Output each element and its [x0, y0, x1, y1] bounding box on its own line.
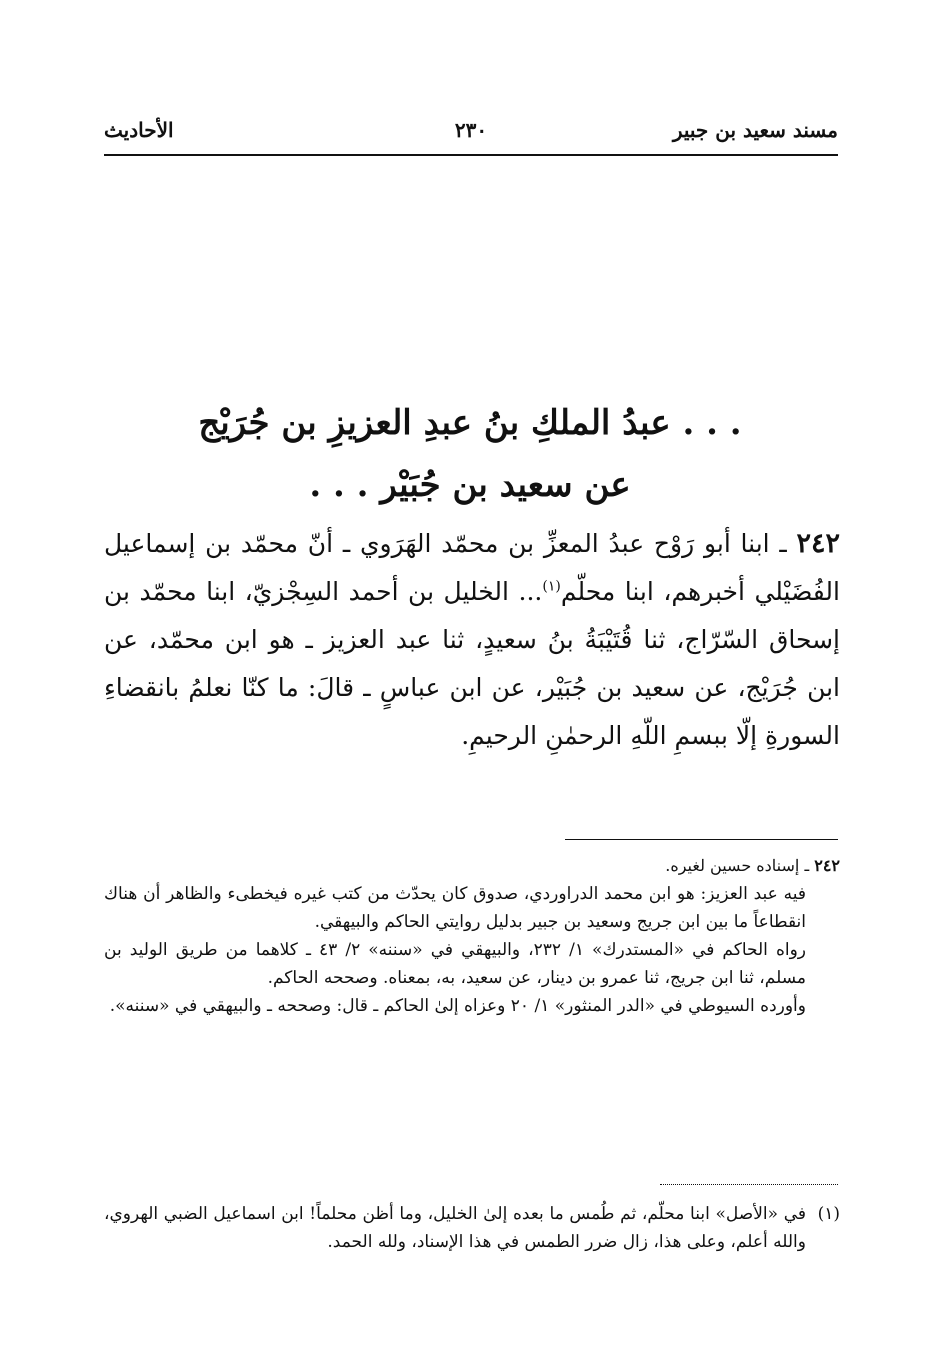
hadith-number: ٢٤٢ — [796, 528, 840, 559]
notes-hadith-number: ٢٤٢ — [814, 856, 840, 875]
notes-heading — [104, 852, 840, 880]
header-section-title: الأحاديث — [104, 118, 174, 142]
footnote — [104, 1200, 840, 1256]
running-header — [104, 118, 838, 154]
footnote-body — [104, 1200, 806, 1256]
footnote-number: (١) — [817, 1204, 840, 1224]
hadith-notes — [104, 852, 840, 1020]
footnote-reference[interactable]: (١) — [542, 578, 561, 595]
footnote-separator-rule — [660, 1184, 838, 1185]
header-rule — [104, 154, 838, 156]
footnote-text: في «الأصل» ابنا محلّم، ثم طُمس ما بعده إلىٰ الخليل، وما أظن محلماً! ابن اسماعيل الضبي الهروي، والله أعلم، وعلى هذا، زال ضرر الطمس في هذا الإسناد، ولله الحمد. — [104, 1204, 806, 1252]
hadith-paragraph — [104, 520, 840, 760]
notes-paragraph: رواه الحاكم في «المستدرك» ١/ ٢٣٢، والبيهقي في «سننه» ٢/ ٤٣ ـ كلاهما من طريق الوليد بن مسلم، ثنا ابن جريج، ثنا عمرو بن دينار، عن سعيد، به، بمعناه. وصححه الحاكم. — [104, 940, 807, 988]
chapter-title-line-2: عن سعيد بن جُبَيْر . . . — [309, 465, 631, 505]
hadith-text-part-2: ... الخليل بن أحمد السِجْزيّ، ابنا محمّد بن إسحاق السّرّاج، ثنا قُتَيْبَةُ بنُ سعيدٍ، ثنا عبد العزيز ـ هو ابن محمّد، عن ابن جُرَيْج، عن سعيد بن جُبَيْر، عن ابن عباسٍ ـ قالَ: ما كنّا نعلمُ بانقضاءِ السورةِ إلّا ببسمِ اللّهِ الرحمٰنِ الرحيمِ. — [104, 577, 840, 750]
notes-paragraph: فيه عبد العزيز: هو ابن محمد الدراوردي، صدوق كان يحدّث من كتب غيره فيخطىء والظاهر أن هناك انقطاعاً ما بين ابن جريج وسعيد بن جبير بدليل روايتي الحاكم والبيهقي. — [104, 884, 806, 932]
notes-paragraphs — [104, 880, 806, 1020]
notes-grading: ـ إسناده حسين لغيره. — [665, 856, 815, 875]
notes-paragraph: وأورده السيوطي في «الدر المنثور» ١/ ٢٠ وعزاه إلىٰ الحاكم ـ قال: وصححه ـ والبيهقي في «سننه». — [109, 996, 806, 1016]
hadith-body — [104, 520, 840, 760]
notes-separator-rule — [565, 839, 838, 840]
hadith-text-part-1: ـ ابنا أبو رَوْح عبدُ المعزِّ بن محمّد الهَرَوي ـ أنّ محمّد بن إسماعيل الفُضَيْلي أخبرهم، ابنا محلّم — [104, 529, 840, 606]
chapter-title-line-1: . . . عبدُ الملكِ بنُ عبدِ العزيزِ بن جُرَيْج — [198, 403, 742, 443]
page-number: ٢٣٠ — [454, 118, 488, 142]
header-book-title: مسند سعيد بن جبير — [672, 118, 838, 142]
chapter-title — [120, 392, 820, 516]
